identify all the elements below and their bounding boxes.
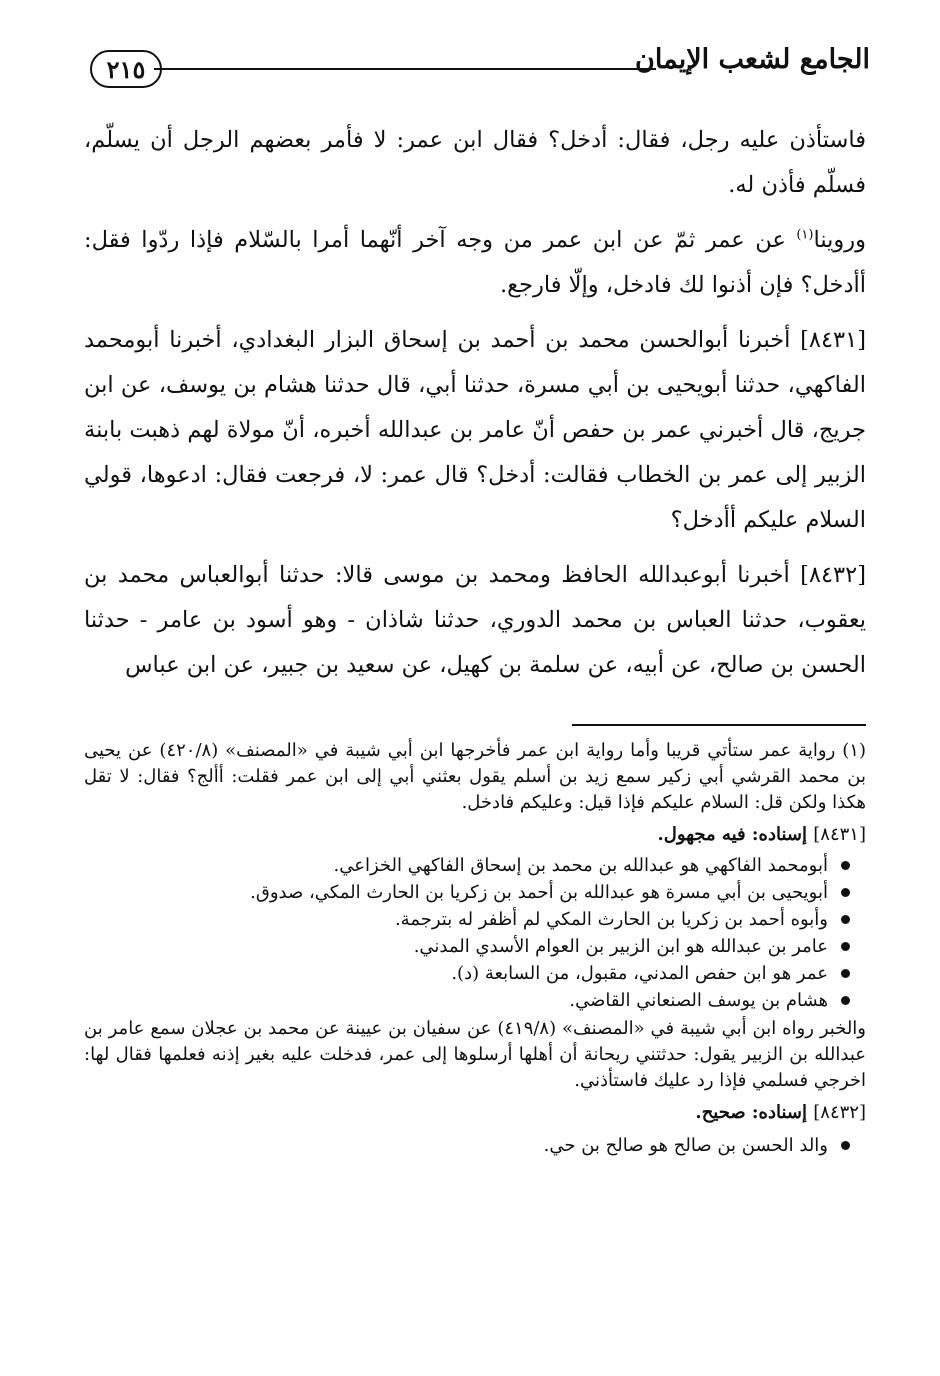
note-8431-khabar: والخبر رواه ابن أبي شيبة في «المصنف» (٤١٩/٨) عن سفيان بن عيينة عن محمد بن عجلان سمع عامر بن عبدالله بن الزبير يقول: حدثتني ريحانة أن أهلها أرسلوها إلى عمر، فدخلت عليه بغير إذنه فعلمها فقال لها: اخرجي فسلمي فإذا رد عليك فاستأذني.: [84, 1018, 866, 1091]
list-item: [84, 960, 850, 987]
footnote-marker: (١): [796, 227, 814, 243]
bullet-icon: [841, 996, 850, 1005]
footnotes: [84, 738, 866, 1161]
paragraph-1: فاستأذن عليه رجل، فقال: أدخل؟ فقال ابن عمر: لا فأمر بعضهم الرجل أن يسلّم، فسلّم فأذن له.: [84, 127, 866, 198]
page-number: ٢١٥: [90, 50, 162, 88]
list-item-text: أبومحمد الفاكهي هو عبدالله بن محمد بن إسحاق الفاكهي الخزاعي.: [333, 855, 828, 876]
bullet-icon: [841, 1141, 850, 1150]
header-rule: [154, 68, 656, 70]
note-8431-number: [٨٤٣١]: [813, 824, 866, 845]
list-item-text: وأبوه أحمد بن زكريا بن الحارث المكي لم أظفر له بترجمة.: [394, 909, 828, 930]
list-item: [84, 852, 850, 879]
note-8431-list: [84, 852, 866, 1014]
note-8432-verdict: إسناده: صحيح.: [695, 1102, 814, 1123]
note-8431-verdict: إسناده: فيه مجهول.: [657, 824, 814, 845]
list-item-text: أبويحيى بن أبي مسرة هو عبدالله بن أحمد بن زكريا بن الحارث المكي، صدوق.: [250, 882, 828, 903]
list-item: [84, 987, 850, 1014]
note-8432-heading: [84, 1100, 866, 1126]
footnote-separator: [572, 724, 866, 726]
bullet-icon: [841, 915, 850, 924]
list-item: [84, 879, 850, 906]
note-8432-list: [84, 1132, 866, 1159]
hadith-8432: [٨٤٣٢] أخبرنا أبوعبدالله الحافظ ومحمد بن موسى قالا: حدثنا أبوالعباس محمد بن يعقوب، حدثنا العباس بن محمد الدوري، حدثنا شاذان - وهو أسود بن عامر - حدثنا الحسن بن صالح، عن أبيه، عن سلمة بن كهيل، عن سعيد بن جبير، عن ابن عباس: [84, 562, 866, 678]
bullet-icon: [841, 888, 850, 897]
list-item: [84, 933, 850, 960]
hadith-8431: [٨٤٣١] أخبرنا أبوالحسن محمد بن أحمد بن إسحاق البزار البغدادي، أخبرنا أبومحمد الفاكهي، حدثنا أبويحيى بن أبي مسرة، حدثنا أبي، قال حدثنا هشام بن يوسف، عن ابن جريج، قال أخبرني عمر بن حفص أنّ عامر بن عبدالله أخبره، أنّ مولاة لهم ذهبت بابنة الزبير إلى عمر بن الخطاب فقالت: أدخل؟ قال عمر: لا، فرجعت فقال: ادعوها، قولي السلام عليكم أأدخل؟: [84, 327, 866, 533]
note-8432-number: [٨٤٣٢]: [813, 1102, 866, 1123]
note-8431-heading: [84, 822, 866, 848]
footnote-1: (١) رواية عمر ستأتي قريبا وأما رواية ابن عمر فأخرجها ابن أبي شيبة في «المصنف» (٤٢٠/٨) عن يحيى بن محمد القرشي أبي زكير سمع زيد بن أسلم يقول بعثني أبي إلى ابن عمر فقلت: أألج؟ فقال: لا تقل هكذا ولكن قل: السلام عليكم فإذا قيل: وعليكم فادخل.: [84, 740, 866, 813]
paragraph-2: [84, 218, 866, 308]
list-item-text: عامر بن عبدالله هو ابن الزبير بن العوام الأسدي المدني.: [413, 936, 828, 957]
list-item-text: والد الحسن بن صالح هو صالح بن حي.: [543, 1135, 828, 1156]
main-text: [84, 118, 866, 698]
list-item: [84, 1132, 850, 1159]
list-item-text: عمر هو ابن حفص المدني، مقبول، من السابعة (د).: [451, 963, 828, 984]
bullet-icon: [841, 969, 850, 978]
running-title: الجامع لشعب الإيمان: [635, 44, 870, 75]
bullet-icon: [841, 861, 850, 870]
bullet-icon: [841, 942, 850, 951]
paragraph-2-start: وروينا: [813, 227, 866, 253]
list-item: [84, 906, 850, 933]
page-header: [90, 40, 870, 96]
paragraph-2-rest: عن عمر ثمّ عن ابن عمر من وجه آخر أنّهما أمرا بالسّلام فإذا ردّوا فقل: أأدخل؟ فإن أذنوا لك فادخل، وإلّا فارجع.: [84, 227, 866, 298]
list-item-text: هشام بن يوسف الصنعاني القاضي.: [569, 990, 828, 1011]
